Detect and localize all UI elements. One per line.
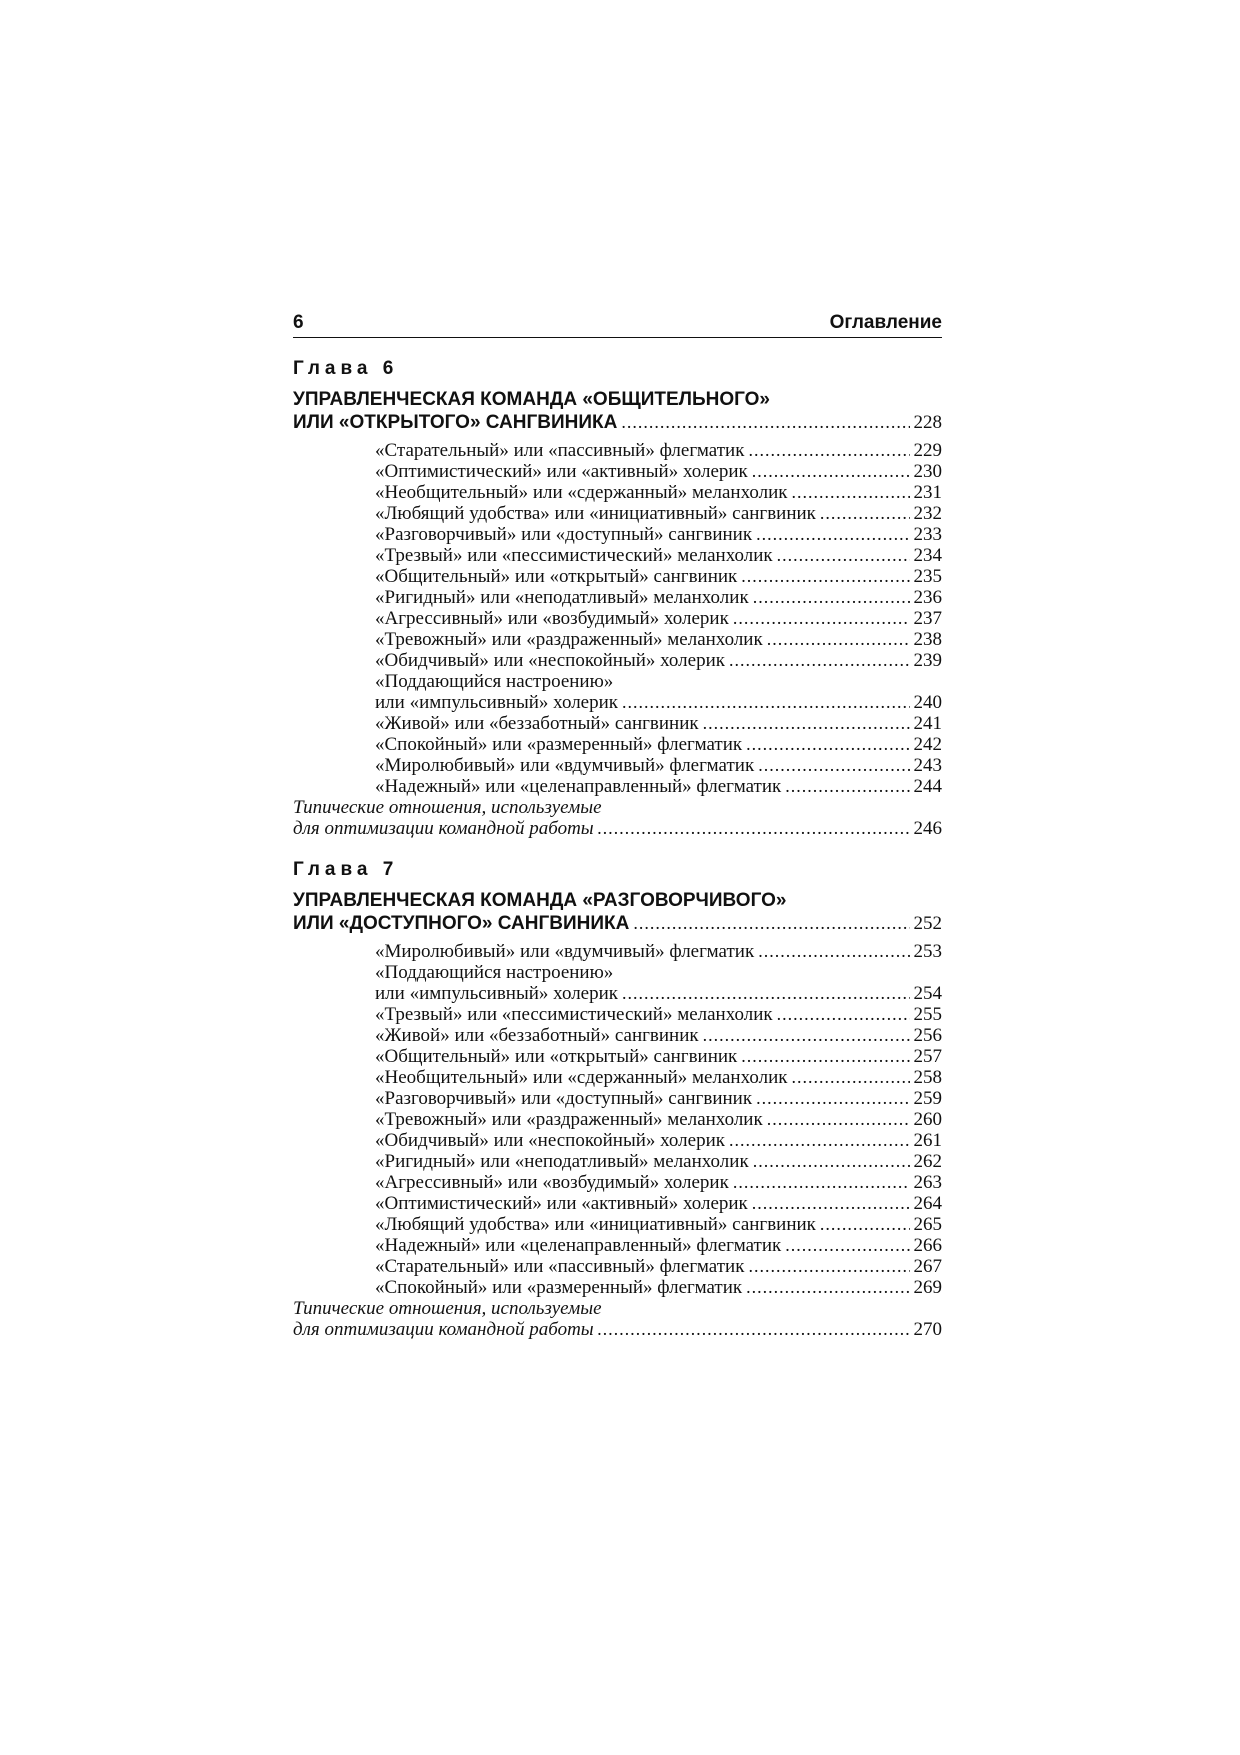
chapter-title-text: ИЛИ «ОТКРЫТОГО» САНГВИНИКА bbox=[293, 412, 618, 433]
toc-entry[interactable] bbox=[375, 734, 942, 755]
dot-leader bbox=[741, 1046, 909, 1067]
toc-entry-text: «Миролюбивый» или «вдумчивый» флегматик bbox=[375, 755, 755, 776]
chapter-label: Глава 6 bbox=[293, 358, 399, 379]
toc-entry-text: «Общительный» или «открытый» сангвиник bbox=[375, 1046, 738, 1067]
toc-entry-line bbox=[375, 1046, 942, 1067]
toc-entry[interactable] bbox=[375, 671, 942, 713]
toc-entry-text: «Необщительный» или «сдержанный» меланхолик bbox=[375, 482, 788, 503]
toc-entry-page: 242 bbox=[913, 734, 942, 755]
toc-entry-line bbox=[375, 545, 942, 566]
toc-entry-page: 235 bbox=[913, 566, 942, 587]
toc-entry-page: 263 bbox=[913, 1172, 942, 1193]
toc-entry[interactable] bbox=[375, 1130, 942, 1151]
toc-entry-page: 237 bbox=[913, 608, 942, 629]
chapter-title[interactable] bbox=[293, 389, 942, 434]
toc-entry-text: «Обидчивый» или «неспокойный» холерик bbox=[375, 650, 725, 671]
toc-entry-text: «Живой» или «беззаботный» сангвиник bbox=[375, 1025, 699, 1046]
toc-entry-line bbox=[375, 713, 942, 734]
dot-leader bbox=[622, 692, 909, 713]
toc-entry[interactable] bbox=[375, 524, 942, 545]
toc-entry[interactable] bbox=[375, 1172, 942, 1193]
dot-leader bbox=[598, 1319, 910, 1340]
dot-leader bbox=[621, 411, 909, 433]
toc-entry-text: «Поддающийся настроению» bbox=[375, 962, 614, 983]
toc-entry-line bbox=[375, 1235, 942, 1256]
chapter-page-number: 252 bbox=[913, 913, 942, 934]
toc-entry-line bbox=[375, 1193, 942, 1214]
toc-entry[interactable] bbox=[375, 545, 942, 566]
toc-entry-line bbox=[375, 1214, 942, 1235]
dot-leader bbox=[748, 440, 909, 461]
toc-entry-text: «Миролюбивый» или «вдумчивый» флегматик bbox=[375, 941, 755, 962]
toc-entry-line bbox=[375, 566, 942, 587]
dot-leader bbox=[746, 734, 909, 755]
toc-entry-text: «Любящий удобства» или «инициативный» сангвиник bbox=[375, 503, 816, 524]
dot-leader bbox=[598, 818, 910, 839]
toc-entry-text: «Разговорчивый» или «доступный» сангвиник bbox=[375, 524, 753, 545]
toc-entry-page: 267 bbox=[913, 1256, 942, 1277]
chapter-section bbox=[293, 358, 942, 839]
toc-entry-text: Типические отношения, используемые bbox=[293, 1298, 602, 1319]
toc-entry-text: «Поддающийся настроению» bbox=[375, 671, 614, 692]
toc-entry-line bbox=[375, 608, 942, 629]
toc-entry[interactable] bbox=[375, 1109, 942, 1130]
toc-entry[interactable] bbox=[375, 650, 942, 671]
toc-entry-text: «Надежный» или «целенаправленный» флегматик bbox=[375, 776, 782, 797]
toc-entry-text: «Живой» или «беззаботный» сангвиник bbox=[375, 713, 699, 734]
chapter-title-text: ИЛИ «ДОСТУПНОГО» САНГВИНИКА bbox=[293, 913, 630, 934]
running-head bbox=[293, 312, 942, 338]
toc-entry-line bbox=[375, 482, 942, 503]
toc-entry-page: 243 bbox=[913, 755, 942, 776]
toc-entry-page: 269 bbox=[913, 1277, 942, 1298]
toc-entry-page: 261 bbox=[913, 1130, 942, 1151]
toc-entry[interactable] bbox=[375, 1004, 942, 1025]
toc-entry-text: «Ригидный» или «неподатливый» меланхолик bbox=[375, 587, 749, 608]
toc-entry-line bbox=[293, 1319, 942, 1340]
chapter-title-line: УПРАВЛЕНЧЕСКАЯ КОМАНДА «ОБЩИТЕЛЬНОГО» bbox=[293, 389, 771, 410]
dot-leader bbox=[767, 629, 910, 650]
dot-leader bbox=[758, 755, 909, 776]
toc-entry[interactable] bbox=[375, 440, 942, 461]
toc-entry-line bbox=[375, 734, 942, 755]
toc-entry-page: 241 bbox=[913, 713, 942, 734]
dot-leader bbox=[753, 587, 910, 608]
toc-entry[interactable] bbox=[375, 1193, 942, 1214]
toc-entry-page: 266 bbox=[913, 1235, 942, 1256]
dot-leader bbox=[777, 1004, 910, 1025]
toc-entry[interactable] bbox=[375, 629, 942, 650]
chapter-title-line: УПРАВЛЕНЧЕСКАЯ КОМАНДА «РАЗГОВОРЧИВОГО» bbox=[293, 890, 787, 911]
toc-entry-page: 236 bbox=[913, 587, 942, 608]
toc-entry[interactable] bbox=[375, 755, 942, 776]
toc-entry-line bbox=[375, 1088, 942, 1109]
toc-entry[interactable] bbox=[375, 776, 942, 797]
toc-entry[interactable] bbox=[375, 713, 942, 734]
toc-entry[interactable] bbox=[375, 566, 942, 587]
toc-entry-line bbox=[375, 524, 942, 545]
toc-entry-text: «Старательный» или «пассивный» флегматик bbox=[375, 1256, 745, 1277]
toc-entry-text: «Ригидный» или «неподатливый» меланхолик bbox=[375, 1151, 749, 1172]
toc-entry-page: 256 bbox=[913, 1025, 942, 1046]
chapter-title-line bbox=[293, 912, 942, 935]
dot-leader bbox=[729, 1130, 910, 1151]
page-number: 6 bbox=[293, 312, 304, 333]
dot-leader bbox=[703, 1025, 910, 1046]
toc-entry[interactable] bbox=[375, 1025, 942, 1046]
toc-entry-line bbox=[375, 587, 942, 608]
toc-entry[interactable] bbox=[375, 1046, 942, 1067]
toc-entry-page: 233 bbox=[913, 524, 942, 545]
toc-entry-line bbox=[375, 1277, 942, 1298]
toc-entry-text: «Оптимистический» или «активный» холерик bbox=[375, 1193, 748, 1214]
dot-leader bbox=[729, 650, 910, 671]
toc-entry-page: 264 bbox=[913, 1193, 942, 1214]
toc-entry-line bbox=[375, 1151, 942, 1172]
toc-entry-page: 229 bbox=[913, 440, 942, 461]
chapter-title-line bbox=[293, 411, 942, 434]
toc-entry-text: «Общительный» или «открытый» сангвиник bbox=[375, 566, 738, 587]
toc-entry[interactable] bbox=[375, 1151, 942, 1172]
toc-entry-line bbox=[375, 1025, 942, 1046]
toc-entry[interactable] bbox=[375, 1277, 942, 1298]
toc-entry-line bbox=[375, 1109, 942, 1130]
toc-entry-text: «Спокойный» или «размеренный» флегматик bbox=[375, 734, 743, 755]
toc-entry-page: 259 bbox=[913, 1088, 942, 1109]
toc-entry-closing[interactable] bbox=[293, 797, 942, 839]
dot-leader bbox=[753, 1151, 910, 1172]
toc-entry[interactable] bbox=[375, 608, 942, 629]
toc-entry-line bbox=[375, 776, 942, 797]
dot-leader bbox=[820, 1214, 910, 1235]
dot-leader bbox=[703, 713, 910, 734]
toc-entry-page: 246 bbox=[913, 818, 942, 839]
dot-leader bbox=[752, 461, 910, 482]
chapter-title[interactable] bbox=[293, 890, 942, 935]
toc-entry-text: или «импульсивный» холерик bbox=[375, 983, 619, 1004]
toc-entry-page: 238 bbox=[913, 629, 942, 650]
toc-entry-page: 265 bbox=[913, 1214, 942, 1235]
toc-entry-text: «Необщительный» или «сдержанный» меланхолик bbox=[375, 1067, 788, 1088]
toc-entry-line bbox=[375, 692, 942, 713]
toc-entry[interactable] bbox=[375, 503, 942, 524]
toc-entry-text: «Оптимистический» или «активный» холерик bbox=[375, 461, 748, 482]
toc-entry-page: 257 bbox=[913, 1046, 942, 1067]
toc-entry-text: «Агрессивный» или «возбудимый» холерик bbox=[375, 608, 729, 629]
dot-leader bbox=[767, 1109, 910, 1130]
toc-entry-page: 260 bbox=[913, 1109, 942, 1130]
dot-leader bbox=[785, 776, 909, 797]
toc-entry-page: 234 bbox=[913, 545, 942, 566]
toc-entry-text: «Тревожный» или «раздраженный» меланхолик bbox=[375, 629, 763, 650]
toc-entry-text: «Агрессивный» или «возбудимый» холерик bbox=[375, 1172, 729, 1193]
dot-leader bbox=[820, 503, 910, 524]
toc-entry-text: «Спокойный» или «размеренный» флегматик bbox=[375, 1277, 743, 1298]
toc-entry-text: «Трезвый» или «пессимистический» меланхолик bbox=[375, 1004, 773, 1025]
toc-entry-page: 240 bbox=[913, 692, 942, 713]
dot-leader bbox=[777, 545, 910, 566]
toc-entry-line bbox=[375, 440, 942, 461]
toc-entry-page: 254 bbox=[913, 983, 942, 1004]
toc-entry-page: 230 bbox=[913, 461, 942, 482]
toc-entry-text: «Трезвый» или «пессимистический» меланхолик bbox=[375, 545, 773, 566]
toc-entry-text: «Надежный» или «целенаправленный» флегматик bbox=[375, 1235, 782, 1256]
dot-leader bbox=[748, 1256, 909, 1277]
toc-entry-page: 258 bbox=[913, 1067, 942, 1088]
dot-leader bbox=[746, 1277, 909, 1298]
toc-entry[interactable] bbox=[375, 1088, 942, 1109]
toc-entry-text: или «импульсивный» холерик bbox=[375, 692, 619, 713]
toc-entry-page: 255 bbox=[913, 1004, 942, 1025]
toc-entry-closing[interactable] bbox=[293, 1298, 942, 1340]
toc-entry[interactable] bbox=[375, 1235, 942, 1256]
dot-leader bbox=[733, 608, 910, 629]
toc-entries bbox=[293, 440, 942, 839]
toc-entry[interactable] bbox=[375, 1256, 942, 1277]
toc-entry-line bbox=[375, 503, 942, 524]
toc-entry-page: 232 bbox=[913, 503, 942, 524]
toc-entry-text: «Тревожный» или «раздраженный» меланхолик bbox=[375, 1109, 763, 1130]
toc-entry-line bbox=[375, 1004, 942, 1025]
toc-entry-line bbox=[293, 818, 942, 839]
toc-entry-page: 253 bbox=[913, 941, 942, 962]
toc-entry-page: 244 bbox=[913, 776, 942, 797]
toc-entry-text: Типические отношения, используемые bbox=[293, 797, 602, 818]
toc-entry-page: 270 bbox=[913, 1319, 942, 1340]
toc-entry[interactable] bbox=[375, 1067, 942, 1088]
toc-entry[interactable] bbox=[375, 482, 942, 503]
toc-entry-line bbox=[375, 983, 942, 1004]
toc-entry[interactable] bbox=[375, 962, 942, 1004]
toc-entry[interactable] bbox=[375, 941, 942, 962]
toc-entry-text: для оптимизации командной работы bbox=[293, 1319, 594, 1340]
toc-entry-line bbox=[375, 1256, 942, 1277]
toc-entry-page: 231 bbox=[913, 482, 942, 503]
dot-leader bbox=[791, 1067, 909, 1088]
toc-entry-line bbox=[375, 629, 942, 650]
section-title: Оглавление bbox=[829, 312, 942, 333]
toc-entry-line bbox=[375, 755, 942, 776]
toc-entry-line bbox=[375, 650, 942, 671]
toc-entry-line bbox=[375, 1172, 942, 1193]
dot-leader bbox=[785, 1235, 909, 1256]
toc-entry-line bbox=[375, 941, 942, 962]
chapters-container bbox=[293, 358, 942, 1340]
toc-entry-line bbox=[375, 1130, 942, 1151]
dot-leader bbox=[633, 912, 909, 934]
toc-entry-page: 239 bbox=[913, 650, 942, 671]
toc-page bbox=[293, 312, 942, 1340]
toc-entry-text: для оптимизации командной работы bbox=[293, 818, 594, 839]
dot-leader bbox=[756, 524, 909, 545]
toc-entry-text: «Разговорчивый» или «доступный» сангвиник bbox=[375, 1088, 753, 1109]
toc-entries bbox=[293, 941, 942, 1340]
toc-entry-line bbox=[375, 461, 942, 482]
toc-entry-text: «Обидчивый» или «неспокойный» холерик bbox=[375, 1130, 725, 1151]
dot-leader bbox=[758, 941, 909, 962]
toc-entry-line bbox=[375, 1067, 942, 1088]
dot-leader bbox=[622, 983, 909, 1004]
toc-entry[interactable] bbox=[375, 587, 942, 608]
chapter-section bbox=[293, 859, 942, 1340]
toc-entry-text: «Любящий удобства» или «инициативный» сангвиник bbox=[375, 1214, 816, 1235]
toc-entry-text: «Старательный» или «пассивный» флегматик bbox=[375, 440, 745, 461]
chapter-page-number: 228 bbox=[913, 412, 942, 433]
toc-entry-page: 262 bbox=[913, 1151, 942, 1172]
toc-entry[interactable] bbox=[375, 461, 942, 482]
dot-leader bbox=[791, 482, 909, 503]
dot-leader bbox=[741, 566, 909, 587]
chapter-label: Глава 7 bbox=[293, 859, 399, 880]
dot-leader bbox=[752, 1193, 910, 1214]
toc-entry[interactable] bbox=[375, 1214, 942, 1235]
dot-leader bbox=[756, 1088, 909, 1109]
dot-leader bbox=[733, 1172, 910, 1193]
